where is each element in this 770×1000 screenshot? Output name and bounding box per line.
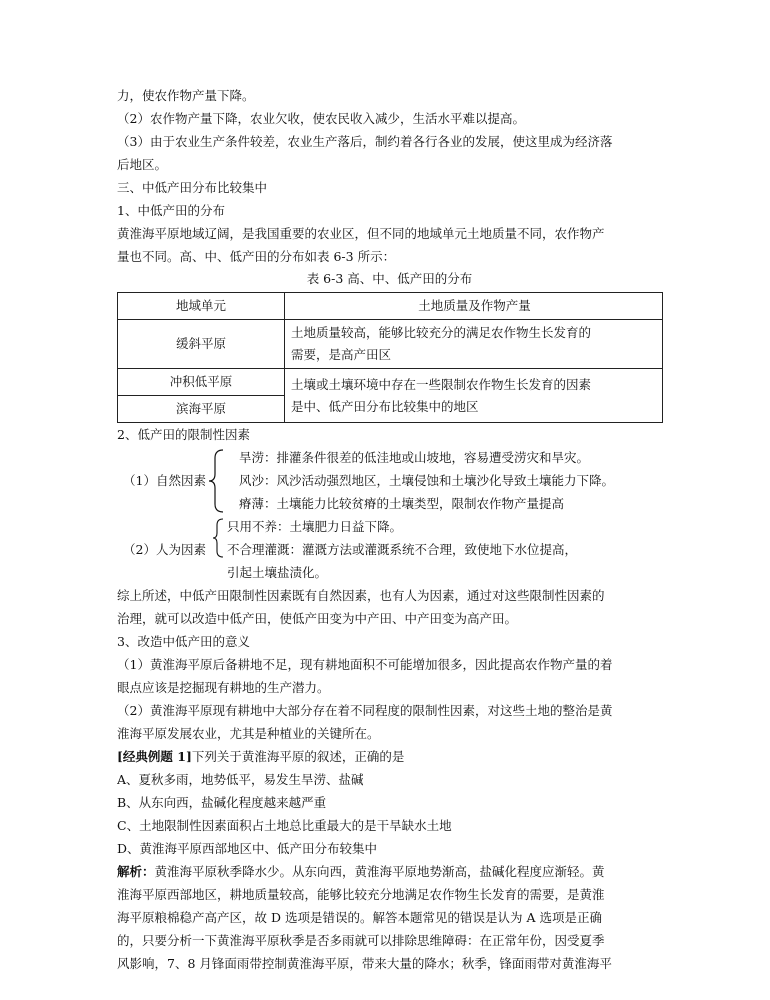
question-text: 下列关于黄淮海平原的叙述，正确的是 bbox=[191, 749, 405, 764]
analysis-line: 风影响，7、8 月锋面雨带控制黄淮海平原，带来大量的降水；秋季，锋面雨带对黄淮海平 bbox=[117, 956, 612, 971]
natural-factors bbox=[117, 446, 662, 515]
table-cell-desc bbox=[285, 369, 663, 423]
table-row bbox=[118, 320, 663, 369]
table-cell-unit: 缓斜平原 bbox=[118, 320, 285, 369]
question-line bbox=[117, 745, 662, 768]
factor-item: 瘠薄：土壤能力比较贫瘠的土壤类型，限制农作物产量提高 bbox=[239, 496, 565, 511]
left-brace-icon bbox=[207, 448, 225, 514]
option-d: D、黄淮海平原西部地区中、低产田分布较集中 bbox=[117, 841, 378, 856]
analysis-text: 黄淮海平原秋季降水少。从东向西，黄淮海平原地势渐高，盐碱化程度应渐轻。黄 bbox=[154, 864, 605, 879]
text-line: （2）农作物产量下降，农业欠收，使农民收入减少，生活水平难以提高。 bbox=[117, 111, 525, 126]
distribution-table bbox=[117, 292, 663, 423]
factor-item: 风沙：风沙活动强烈地区，土壤侵蚀和土壤沙化导致土壤能力下降。 bbox=[239, 473, 615, 488]
analysis-line: 淮海平原西部地区，耕地质量较高，能够比较充分地满足农作物生长发育的需要，是黄淮 bbox=[117, 887, 605, 902]
table-cell-desc bbox=[285, 320, 663, 369]
human-factors-label: （2）人为因素 bbox=[123, 542, 206, 557]
text-line: 力，使农作物产量下降。 bbox=[117, 88, 255, 103]
cell-line: 需要，是高产田区 bbox=[291, 347, 392, 362]
table-header-cell: 地域单元 bbox=[118, 293, 285, 320]
text-line: （3）由于农业生产条件较差，农业生产落后，制约着各行各业的发展，使这里成为经济落 bbox=[117, 134, 613, 149]
example-tag: [经典例题 1] bbox=[117, 749, 192, 764]
text-line: 量也不同。高、中、低产田的分布如表 6-3 所示： bbox=[117, 249, 396, 264]
table-row bbox=[118, 369, 663, 396]
factor-item: 引起土壤盐渍化。 bbox=[227, 565, 328, 580]
table-caption: 表 6-3 高、中、低产田的分布 bbox=[306, 271, 473, 286]
text-line: 淮海平原发展农业，尤其是种植业的关键所在。 bbox=[117, 726, 380, 741]
analysis-line bbox=[117, 860, 662, 883]
factor-item: 不合理灌溉：灌溉方法或灌溉系统不合理，致使地下水位提高， bbox=[227, 542, 578, 557]
subsection-heading: 2、低产田的限制性因素 bbox=[117, 427, 250, 442]
summary-text bbox=[117, 584, 662, 745]
analysis-line: 海平原粮棉稳产高产区，故 D 选项是错误的。解答本题常见的错误是认为 A 选项是正确 bbox=[117, 910, 602, 925]
section-heading: 三、中低产田分布比较集中 bbox=[117, 180, 268, 195]
subsection-heading: 3、改造中低产田的意义 bbox=[117, 634, 250, 649]
factor-item: 只用不养：土壤肥力日益下降。 bbox=[227, 519, 403, 534]
intro-text bbox=[117, 84, 662, 268]
subsection-heading: 1、中低产田的分布 bbox=[117, 203, 225, 218]
table-header-cell: 土地质量及作物产量 bbox=[285, 293, 663, 320]
cell-line: 是中、低产田分布比较集中的地区 bbox=[291, 398, 479, 414]
cell-line: 土壤或土壤环境中存在一些限制农作物生长发育的因素 bbox=[291, 376, 592, 392]
left-brace-icon bbox=[211, 518, 225, 558]
table-cell-unit: 冲积低平原 bbox=[118, 369, 285, 396]
option-a: A、夏秋多雨，地势低平，易发生旱涝、盐碱 bbox=[117, 772, 364, 787]
cell-line: 土地质量较高，能够比较充分的满足农作物生长发育的 bbox=[291, 325, 592, 340]
analysis-label: 解析： bbox=[117, 864, 155, 879]
text-line: （2）黄淮海平原现有耕地中大部分存在着不同程度的限制性因素，对这些土地的整治是黄 bbox=[117, 703, 613, 718]
table-cell-unit: 滨海平原 bbox=[118, 396, 285, 423]
option-c: C、土地限制性因素面积占土地总比重最大的是干旱缺水土地 bbox=[117, 818, 452, 833]
analysis-line: 的，只要分析一下黄淮海平原秋季是否多雨就可以排除思维障碍：在正常年份，因受夏季 bbox=[117, 933, 605, 948]
factor-item: 旱涝：排灌条件很差的低洼地或山坡地，容易遭受涝灾和旱灾。 bbox=[239, 450, 590, 465]
text-line: 综上所述，中低产田限制性因素既有自然因素，也有人为因素，通过对这些限制性因素的 bbox=[117, 588, 605, 603]
human-factors bbox=[117, 515, 662, 584]
text-line: 眼点应该是挖掘现有耕地的生产潜力。 bbox=[117, 680, 330, 695]
example-question bbox=[117, 745, 662, 975]
text-line: 治理，就可以改造中低产田，使低产田变为中产田、中产田变为高产田。 bbox=[117, 611, 518, 626]
option-b: B、从东向西，盐碱化程度越来越严重 bbox=[117, 795, 327, 810]
text-line: 后地区。 bbox=[117, 157, 168, 172]
table-header-row bbox=[118, 293, 663, 320]
natural-factors-label: （1）自然因素 bbox=[123, 473, 206, 488]
document-page bbox=[117, 84, 662, 975]
text-line: 黄淮海平原地域辽阔，是我国重要的农业区，但不同的地域单元土地质量不同，农作物产 bbox=[117, 226, 605, 241]
text-line: （1）黄淮海平原后备耕地不足，现有耕地面积不可能增加很多，因此提高农作物产量的着 bbox=[117, 657, 613, 672]
